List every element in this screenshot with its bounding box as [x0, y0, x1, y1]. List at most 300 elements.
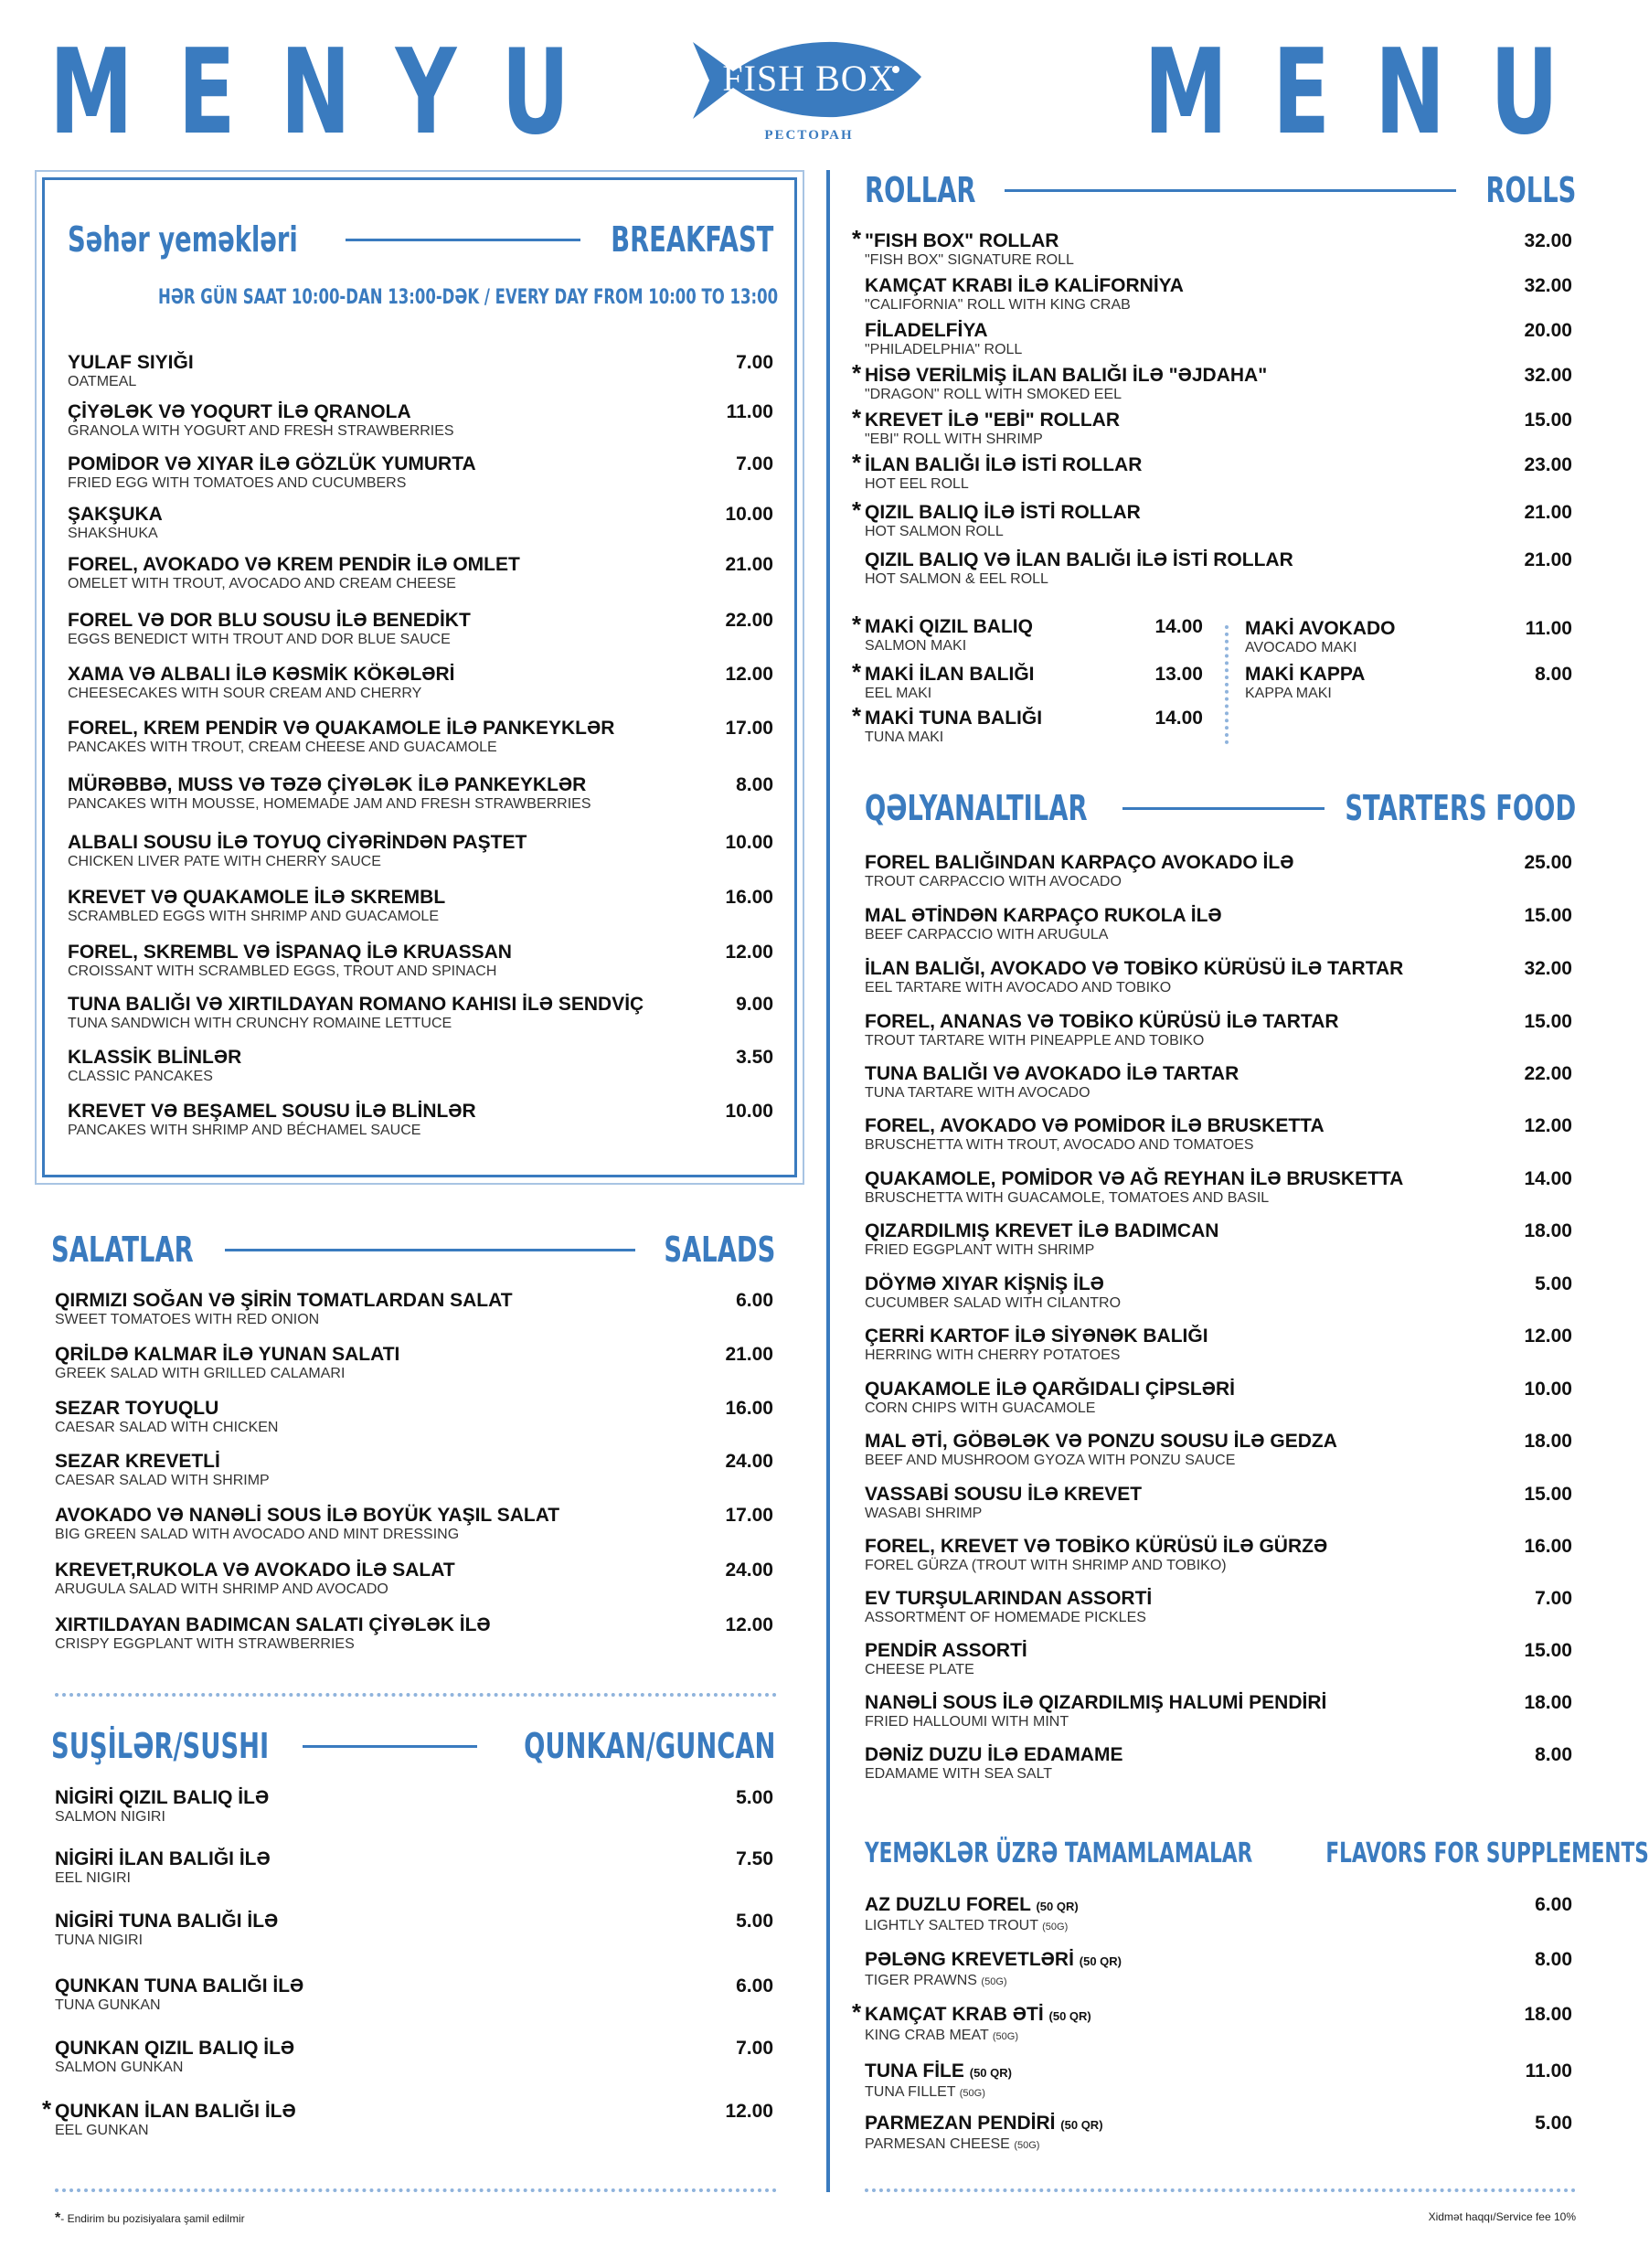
title-menu: MENU	[1144, 25, 1603, 161]
item-price: 18.00	[1524, 2004, 1572, 2025]
item-price: 18.00	[1524, 1220, 1572, 1241]
menu-item	[865, 1273, 1572, 1312]
menu-item	[55, 1848, 773, 1887]
item-english-name: TUNA MAKI	[865, 729, 944, 745]
item-name: FOREL, AVOKADO VƏ POMİDOR İLƏ BRUSKETTA	[865, 1115, 1325, 1136]
menu-item	[852, 449, 1572, 493]
item-english-name: TUNA GUNKAN	[55, 1997, 161, 2013]
item-quantity: (50 QR)	[1048, 2009, 1091, 2023]
menu-item	[68, 504, 773, 542]
supplements-title-en: FLAVORS FOR SUPPLEMENTS	[1325, 1837, 1649, 1869]
menu-item	[55, 1614, 773, 1653]
item-english-name: "PHILADELPHIA" ROLL	[865, 342, 1023, 357]
not-discounted-star: *	[852, 404, 862, 431]
item-price: 15.00	[1524, 1011, 1572, 1032]
item-price: 21.00	[1524, 502, 1572, 523]
menu-item	[68, 1047, 773, 1085]
item-price: 17.00	[725, 1505, 773, 1526]
item-price: 15.00	[1524, 1484, 1572, 1505]
item-name: FOREL VƏ DOR BLU SOUSU İLƏ BENEDİKT	[68, 610, 471, 631]
item-english-name: EEL MAKI	[865, 686, 932, 701]
dotted-separator	[55, 2188, 777, 2192]
item-english-name: SALMON MAKI	[865, 638, 967, 654]
item-english-name: WASABI SHRIMP	[865, 1506, 983, 1521]
salads-title-en: SALADS	[664, 1230, 775, 1270]
item-english-name: EGGS BENEDICT WITH TROUT AND DOR BLUE SAUCE	[68, 632, 451, 647]
item-name: KAMÇAT KRABI İLƏ KALİFORNİYA	[865, 275, 1184, 296]
item-price: 18.00	[1524, 1692, 1572, 1713]
menu-item	[852, 702, 1203, 746]
item-name: POMİDOR VƏ XIYAR İLƏ GÖZLÜK YUMURTA	[68, 453, 476, 474]
menu-item	[68, 718, 773, 756]
item-english-name: "FISH BOX" SIGNATURE ROLL	[865, 252, 1074, 268]
item-name: VASSABİ SOUSU İLƏ KREVET	[865, 1484, 1143, 1505]
menu-item	[68, 664, 773, 702]
item-name: NANƏLİ SOUS İLƏ QIZARDILMIŞ HALUMİ PENDİRİ	[865, 1692, 1327, 1713]
menu-item	[55, 1975, 773, 2014]
item-english-name: KAPPA MAKI	[1245, 686, 1332, 701]
menu-item	[865, 905, 1572, 943]
item-english-name: OATMEAL	[68, 374, 137, 389]
item-price: 23.00	[1524, 454, 1572, 475]
item-english-name: BEEF CARPACCIO WITH ARUGULA	[865, 927, 1109, 942]
item-quantity: (50 QR)	[1060, 2118, 1103, 2132]
item-name: AZ DUZLU FOREL (50 QR)	[865, 1894, 1079, 1915]
item-english-name: PANCAKES WITH TROUT, CREAM CHEESE AND GUACAMOLE	[68, 740, 497, 755]
item-english-name: EEL GUNKAN	[55, 2123, 149, 2138]
item-price: 12.00	[725, 664, 773, 685]
item-quantity-en: (50G)	[1014, 2140, 1040, 2151]
not-discounted-star: *	[852, 449, 862, 476]
item-price: 6.00	[1535, 1894, 1572, 1915]
item-name: HİSƏ VERİLMİŞ İLAN BALIĞI İLƏ "ƏJDAHA"	[865, 365, 1268, 386]
menu-item	[852, 359, 1572, 403]
item-english-name: CAESAR SALAD WITH CHICKEN	[55, 1420, 279, 1435]
item-price: 3.50	[736, 1047, 773, 1068]
item-price: 32.00	[1524, 275, 1572, 296]
item-price: 25.00	[1524, 852, 1572, 873]
menu-item	[42, 2095, 773, 2139]
menu-item	[852, 611, 1203, 655]
menu-item	[55, 1505, 773, 1543]
item-english-name: FRIED HALLOUMI WITH MINT	[865, 1714, 1069, 1730]
item-price: 7.50	[736, 1848, 773, 1869]
header-rule	[1122, 807, 1325, 810]
item-name: MAL ƏTİ, GÖBƏLƏK VƏ PONZU SOUSU İLƏ GEDZA	[865, 1431, 1337, 1452]
item-english-name: CORN CHIPS WITH GUACAMOLE	[865, 1400, 1096, 1416]
menu-item	[865, 958, 1572, 996]
menu-item	[68, 610, 773, 648]
item-price: 22.00	[725, 610, 773, 631]
item-english-name: TIGER PRAWNS (50G)	[865, 1973, 1007, 1988]
salads-title-az: SALATLAR	[51, 1230, 194, 1270]
menu-item	[865, 1063, 1572, 1102]
footer-note	[55, 2210, 245, 2227]
header-rule	[1005, 189, 1456, 192]
menu-item	[68, 774, 773, 813]
item-price: 13.00	[1154, 664, 1203, 685]
item-name: QIRMIZI SOĞAN VƏ ŞİRİN TOMATLARDAN SALAT	[55, 1290, 513, 1311]
item-english-name: BRUSCHETTA WITH GUACAMOLE, TOMATOES AND BASIL	[865, 1190, 1270, 1206]
menu-item	[865, 1326, 1572, 1364]
menu-item	[865, 275, 1572, 314]
item-quantity: (50 QR)	[1036, 1900, 1079, 1913]
item-quantity-en: (50G)	[1042, 1922, 1069, 1933]
item-name: PENDİR ASSORTİ	[865, 1640, 1027, 1661]
item-english-name: PARMESAN CHEESE (50G)	[865, 2136, 1040, 2152]
menu-item	[865, 1220, 1572, 1259]
item-name: "FISH BOX" ROLLAR	[865, 230, 1059, 251]
item-english-name: FRIED EGGPLANT WITH SHRIMP	[865, 1242, 1095, 1258]
not-discounted-star: *	[852, 496, 862, 524]
menu-item	[865, 1588, 1572, 1626]
item-english-name: TUNA NIGIRI	[55, 1933, 144, 1948]
item-price: 32.00	[1524, 365, 1572, 386]
item-price: 7.00	[1535, 1588, 1572, 1609]
item-english-name: BEEF AND MUSHROOM GYOZA WITH PONZU SAUCE	[865, 1453, 1236, 1468]
item-name: ÇİYƏLƏK VƏ YOQURT İLƏ QRANOLA	[68, 401, 411, 422]
item-price: 17.00	[725, 718, 773, 739]
menu-item	[68, 832, 773, 870]
menu-item	[55, 1787, 773, 1826]
item-price: 11.00	[726, 401, 773, 422]
item-price: 8.00	[1535, 1744, 1572, 1765]
starters-header	[865, 788, 1576, 828]
sushi-header	[51, 1726, 775, 1766]
item-name: MAKİ İLAN BALIĞI	[865, 664, 1035, 685]
menu-item	[68, 554, 773, 592]
menu-item	[865, 1379, 1572, 1417]
menu-item	[68, 994, 773, 1032]
item-price: 10.00	[725, 1101, 773, 1122]
item-english-name: CRISPY EGGPLANT WITH STRAWBERRIES	[55, 1636, 355, 1652]
rolls-title-en: ROLLS	[1485, 170, 1576, 210]
menu-item	[865, 320, 1572, 358]
not-discounted-star: *	[42, 2095, 52, 2123]
menu-item	[865, 1484, 1572, 1522]
item-quantity-en: (50G)	[992, 2031, 1019, 2042]
item-name: MAKİ QIZIL BALIQ	[865, 616, 1033, 637]
item-price: 11.00	[1525, 2060, 1572, 2082]
item-english-name: ARUGULA SALAD WITH SHRIMP AND AVOCADO	[55, 1581, 388, 1597]
menu-item	[865, 1431, 1572, 1469]
item-name: NİGİRİ QIZIL BALIQ İLƏ	[55, 1787, 270, 1808]
breakfast-hours: HƏR GÜN SAAT 10:00-DAN 13:00-DƏK / EVERY DAY FROM 10:00 TO 13:00	[158, 286, 779, 309]
supplements-title-az: YEMƏKLƏR ÜZRƏ TAMAMLAMALAR	[865, 1837, 1253, 1869]
item-english-name: BIG GREEN SALAD WITH AVOCADO AND MINT DRESSING	[55, 1527, 460, 1542]
dotted-separator	[55, 1693, 777, 1697]
rolls-header	[865, 170, 1576, 210]
menu-item	[852, 1998, 1572, 2045]
item-name: İLAN BALIĞI İLƏ İSTİ ROLLAR	[865, 454, 1143, 475]
item-english-name: SALMON GUNKAN	[55, 2060, 184, 2075]
service-fee-note: Xidmət haqqı/Service fee 10%	[1428, 2210, 1576, 2223]
header-rule	[346, 239, 580, 241]
item-english-name: FRIED EGG WITH TOMATOES AND CUCUMBERS	[68, 475, 407, 491]
item-english-name: CUCUMBER SALAD WITH CILANTRO	[865, 1295, 1122, 1311]
breakfast-title-en: BREAKFAST	[610, 219, 773, 260]
item-name: NİGİRİ TUNA BALIĞI İLƏ	[55, 1911, 279, 1932]
menu-item	[852, 496, 1572, 540]
item-price: 22.00	[1524, 1063, 1572, 1084]
item-name: NİGİRİ İLAN BALIĞI İLƏ	[55, 1848, 271, 1869]
item-name: XAMA VƏ ALBALI İLƏ KƏSMİK KÖKƏLƏRİ	[68, 664, 455, 685]
item-english-name: HOT SALMON & EEL ROLL	[865, 571, 1048, 587]
item-name: QUAKAMOLE İLƏ QARĞIDALI ÇİPSLƏRİ	[865, 1379, 1235, 1400]
item-name: MAKİ KAPPA	[1245, 664, 1366, 685]
item-price: 8.00	[1535, 664, 1572, 685]
menu-item	[852, 225, 1572, 269]
menu-item	[55, 1560, 773, 1598]
item-english-name: "DRAGON" ROLL WITH SMOKED EEL	[865, 387, 1122, 402]
item-price: 6.00	[736, 1975, 773, 1996]
item-price: 14.00	[1154, 616, 1203, 637]
footer-note-text: - Endirim bu pozisiyalara şamil edilmir	[60, 2212, 245, 2225]
item-price: 18.00	[1524, 1431, 1572, 1452]
item-name: TUNA BALIĞI VƏ AVOKADO İLƏ TARTAR	[865, 1063, 1239, 1084]
menu-item	[865, 1744, 1572, 1783]
item-name: QUNKAN QIZIL BALIQ İLƏ	[55, 2038, 295, 2059]
menu-item	[55, 1290, 773, 1328]
item-price: 16.00	[725, 887, 773, 908]
item-english-name: TUNA FILLET (50G)	[865, 2084, 985, 2100]
item-price: 7.00	[736, 2038, 773, 2059]
item-english-name: FOREL GÜRZA (TROUT WITH SHRIMP AND TOBIKO)	[865, 1558, 1227, 1573]
item-name: DÖYMƏ XIYAR KİŞNİŞ İLƏ	[865, 1273, 1104, 1294]
item-english-name: PANCAKES WITH SHRIMP AND BÉCHAMEL SAUCE	[68, 1123, 421, 1138]
menu-item	[865, 1011, 1572, 1049]
menu-item	[55, 1911, 773, 1949]
item-price: 10.00	[1524, 1379, 1572, 1400]
item-name: SEZAR TOYUQLU	[55, 1398, 219, 1419]
menu-item	[68, 942, 773, 980]
breakfast-title-az: Səhər yeməkləri	[68, 219, 298, 260]
item-name: İLAN BALIĞI, AVOKADO VƏ TOBİKO KÜRÜSÜ İLƏ TARTAR	[865, 958, 1404, 979]
item-english-name: CAESAR SALAD WITH SHRIMP	[55, 1473, 270, 1488]
item-english-name: TROUT TARTARE WITH PINEAPPLE AND TOBIKO	[865, 1033, 1205, 1049]
not-discounted-star: *	[852, 611, 862, 638]
item-price: 9.00	[736, 994, 773, 1015]
menu-item	[865, 1115, 1572, 1154]
menu-item	[55, 1398, 773, 1436]
item-price: 16.00	[1524, 1536, 1572, 1557]
item-english-name: GRANOLA WITH YOGURT AND FRESH STRAWBERRIES	[68, 423, 454, 439]
item-price: 7.00	[736, 453, 773, 474]
item-name: QIZIL BALIQ İLƏ İSTİ ROLLAR	[865, 502, 1141, 523]
not-discounted-star: *	[852, 1998, 862, 2026]
item-english-name: KING CRAB MEAT (50G)	[865, 2028, 1019, 2043]
item-name: KREVET,RUKOLA VƏ AVOKADO İLƏ SALAT	[55, 1560, 455, 1581]
item-price: 10.00	[725, 832, 773, 853]
item-price: 5.00	[1535, 2113, 1572, 2134]
menu-item	[68, 453, 773, 492]
item-english-name: SCRAMBLED EGGS WITH SHRIMP AND GUACAMOLE	[68, 909, 439, 924]
menu-item	[865, 2113, 1572, 2154]
item-english-name: TUNA TARTARE WITH AVOCADO	[865, 1085, 1090, 1101]
item-quantity-en: (50G)	[981, 1976, 1007, 1987]
item-name: MAL ƏTİNDƏN KARPAÇO RUKOLA İLƏ	[865, 905, 1222, 926]
item-price: 32.00	[1524, 958, 1572, 979]
item-english-name: EDAMAME WITH SEA SALT	[865, 1766, 1053, 1782]
item-price: 21.00	[725, 1344, 773, 1365]
item-price: 15.00	[1524, 905, 1572, 926]
item-name: KREVET VƏ QUAKAMOLE İLƏ SKREMBL	[68, 887, 446, 908]
item-name: MAKİ TUNA BALIĞI	[865, 708, 1043, 729]
item-name: XIRTILDAYAN BADIMCAN SALATI ÇİYƏLƏK İLƏ	[55, 1614, 491, 1635]
menu-item	[865, 1168, 1572, 1207]
item-english-name: EEL TARTARE WITH AVOCADO AND TOBIKO	[865, 980, 1172, 996]
item-price: 12.00	[1524, 1115, 1572, 1136]
item-price: 5.00	[1535, 1273, 1572, 1294]
item-price: 21.00	[725, 554, 773, 575]
column-divider	[826, 170, 830, 2192]
menu-item	[55, 1451, 773, 1489]
supplements-header	[865, 1837, 1649, 1869]
item-price: 20.00	[1524, 320, 1572, 341]
item-price: 7.00	[736, 352, 773, 373]
menu-item	[865, 852, 1572, 890]
item-name: QIZARDILMIŞ KREVET İLƏ BADIMCAN	[865, 1220, 1219, 1241]
header-rule	[303, 1745, 477, 1748]
menu-item	[865, 1692, 1572, 1730]
item-english-name: OMELET WITH TROUT, AVOCADO AND CREAM CHEESE	[68, 576, 456, 591]
menu-item	[852, 404, 1572, 448]
item-name: YULAF SIYIĞI	[68, 352, 194, 373]
item-name: QRİLDƏ KALMAR İLƏ YUNAN SALATI	[55, 1344, 400, 1365]
item-price: 8.00	[736, 774, 773, 795]
not-discounted-star: *	[852, 658, 862, 686]
item-name: PƏLƏNG KREVETLƏRİ (50 QR)	[865, 1949, 1122, 1970]
item-price: 5.00	[736, 1911, 773, 1932]
item-english-name: PANCAKES WITH MOUSSE, HOMEMADE JAM AND FRESH STRAWBERRIES	[68, 796, 591, 812]
sushi-title-en: QUNKAN/GUNCAN	[523, 1726, 775, 1766]
menu-item	[55, 2038, 773, 2076]
item-name: QIZIL BALIQ VƏ İLAN BALIĞI İLƏ İSTİ ROLLAR	[865, 549, 1293, 570]
item-name: FOREL, AVOKADO VƏ KREM PENDİR İLƏ OMLET	[68, 554, 520, 575]
footer-star: *	[55, 2210, 61, 2226]
item-english-name: BRUSCHETTA WITH TROUT, AVOCADO AND TOMATOES	[865, 1137, 1254, 1153]
starters-title-az: QƏLYANALTILAR	[865, 788, 1088, 828]
item-name: MAKİ AVOKADO	[1245, 618, 1396, 639]
item-name: FOREL, KREM PENDİR VƏ QUAKAMOLE İLƏ PANKEYKLƏR	[68, 718, 615, 739]
item-english-name: AVOCADO MAKI	[1245, 640, 1357, 655]
item-price: 21.00	[1524, 549, 1572, 570]
menu-item	[55, 1344, 773, 1382]
item-quantity-en: (50G)	[959, 2088, 985, 2099]
item-name: ALBALI SOUSU İLƏ TOYUQ CİYƏRİNDƏN PAŞTET	[68, 832, 527, 853]
menu-item	[68, 352, 773, 390]
item-english-name: "CALIFORNIA" ROLL WITH KING CRAB	[865, 297, 1131, 313]
menu-item	[1245, 664, 1572, 702]
item-english-name: HERRING WITH CHERRY POTATOES	[865, 1347, 1121, 1363]
item-english-name: TUNA SANDWICH WITH CRUNCHY ROMAINE LETTUCE	[68, 1016, 452, 1031]
menu-item	[865, 1536, 1572, 1574]
item-name: QUAKAMOLE, POMİDOR VƏ AĞ REYHAN İLƏ BRUSKETTA	[865, 1168, 1404, 1189]
item-english-name: CHICKEN LIVER PATE WITH CHERRY SAUCE	[68, 854, 381, 869]
item-english-name: CROISSANT WITH SCRAMBLED EGGS, TROUT AND SPINACH	[68, 964, 497, 979]
item-price: 6.00	[736, 1290, 773, 1311]
item-price: 11.00	[1525, 618, 1572, 639]
item-price: 12.00	[1524, 1326, 1572, 1347]
item-english-name: LIGHTLY SALTED TROUT (50G)	[865, 1918, 1069, 1933]
item-english-name: "EBI" ROLL WITH SHRIMP	[865, 431, 1043, 447]
menu-item	[865, 549, 1572, 588]
item-name: ÇERRİ KARTOF İLƏ SİYƏNƏK BALIĞI	[865, 1326, 1208, 1347]
menu-item	[1245, 618, 1572, 656]
starters-title-en: STARTERS FOOD	[1345, 788, 1576, 828]
item-price: 10.00	[725, 504, 773, 525]
dotted-vertical-separator	[1225, 625, 1229, 744]
item-english-name: SWEET TOMATOES WITH RED ONION	[55, 1312, 320, 1327]
item-name: DƏNİZ DUZU İLƏ EDAMAME	[865, 1744, 1123, 1765]
item-price: 32.00	[1524, 230, 1572, 251]
item-name: PARMEZAN PENDİRİ (50 QR)	[865, 2113, 1103, 2134]
item-name: EV TURŞULARINDAN ASSORTİ	[865, 1588, 1153, 1609]
dotted-separator	[865, 2188, 1576, 2192]
item-name: QUNKAN TUNA BALIĞI İLƏ	[55, 1975, 304, 1996]
menu-item	[865, 2060, 1572, 2102]
item-english-name: SHAKSHUKA	[68, 526, 158, 541]
item-price: 12.00	[725, 942, 773, 963]
item-name: SEZAR KREVETLİ	[55, 1451, 220, 1472]
item-quantity: (50 QR)	[1079, 1954, 1122, 1968]
item-english-name: CHEESE PLATE	[865, 1662, 974, 1677]
item-english-name: CHEESECAKES WITH SOUR CREAM AND CHERRY	[68, 686, 422, 701]
menu-item	[865, 1894, 1572, 1935]
item-name: MÜRƏBBƏ, MUSS VƏ TƏZƏ ÇİYƏLƏK İLƏ PANKEYKLƏR	[68, 774, 587, 795]
not-discounted-star: *	[852, 702, 862, 729]
not-discounted-star: *	[852, 225, 862, 252]
header-rule	[225, 1249, 634, 1251]
item-price: 5.00	[736, 1787, 773, 1808]
item-english-name: HOT SALMON ROLL	[865, 524, 1004, 539]
item-name: TUNA FİLE (50 QR)	[865, 2060, 1012, 2082]
item-price: 15.00	[1524, 1640, 1572, 1661]
item-price: 24.00	[725, 1451, 773, 1472]
item-english-name: HOT EEL ROLL	[865, 476, 969, 492]
item-quantity: (50 QR)	[969, 2066, 1012, 2080]
item-price: 12.00	[725, 1614, 773, 1635]
breakfast-header	[68, 219, 773, 260]
fish-box-logo	[676, 35, 942, 154]
item-name: KREVET VƏ BEŞAMEL SOUSU İLƏ BLİNLƏR	[68, 1101, 476, 1122]
menu-item	[68, 1101, 773, 1139]
item-name: KLASSİK BLİNLƏR	[68, 1047, 242, 1068]
item-price: 14.00	[1154, 708, 1203, 729]
item-price: 14.00	[1524, 1168, 1572, 1189]
menu-item	[865, 1640, 1572, 1678]
not-discounted-star: *	[852, 359, 862, 387]
item-english-name: SALMON NIGIRI	[55, 1809, 165, 1825]
item-price: 8.00	[1535, 1949, 1572, 1970]
item-name: ŞAKŞUKA	[68, 504, 163, 525]
item-english-name: CLASSIC PANCAKES	[68, 1069, 213, 1084]
item-price: 16.00	[725, 1398, 773, 1419]
sushi-title-az: SUŞİLƏR/SUSHI	[51, 1726, 270, 1766]
menu-item	[865, 1949, 1572, 1990]
item-name: KREVET İLƏ "EBİ" ROLLAR	[865, 410, 1120, 431]
title-menyu: MENYU	[49, 25, 615, 161]
item-name: FOREL, KREVET VƏ TOBİKO KÜRÜSÜ İLƏ GÜRZƏ	[865, 1536, 1328, 1557]
item-name: TUNA BALIĞI VƏ XIRTILDAYAN ROMANO KAHISI İLƏ SENDVİÇ	[68, 994, 644, 1015]
logo-text: FISH BOX	[722, 58, 896, 99]
item-name: QUNKAN İLAN BALIĞI İLƏ	[55, 2101, 296, 2122]
menu-item	[68, 401, 773, 440]
item-english-name: EEL NIGIRI	[55, 1870, 131, 1886]
item-price: 12.00	[725, 2101, 773, 2122]
item-price: 15.00	[1524, 410, 1572, 431]
item-name: FOREL, SKREMBL VƏ İSPANAQ İLƏ KRUASSAN	[68, 942, 512, 963]
